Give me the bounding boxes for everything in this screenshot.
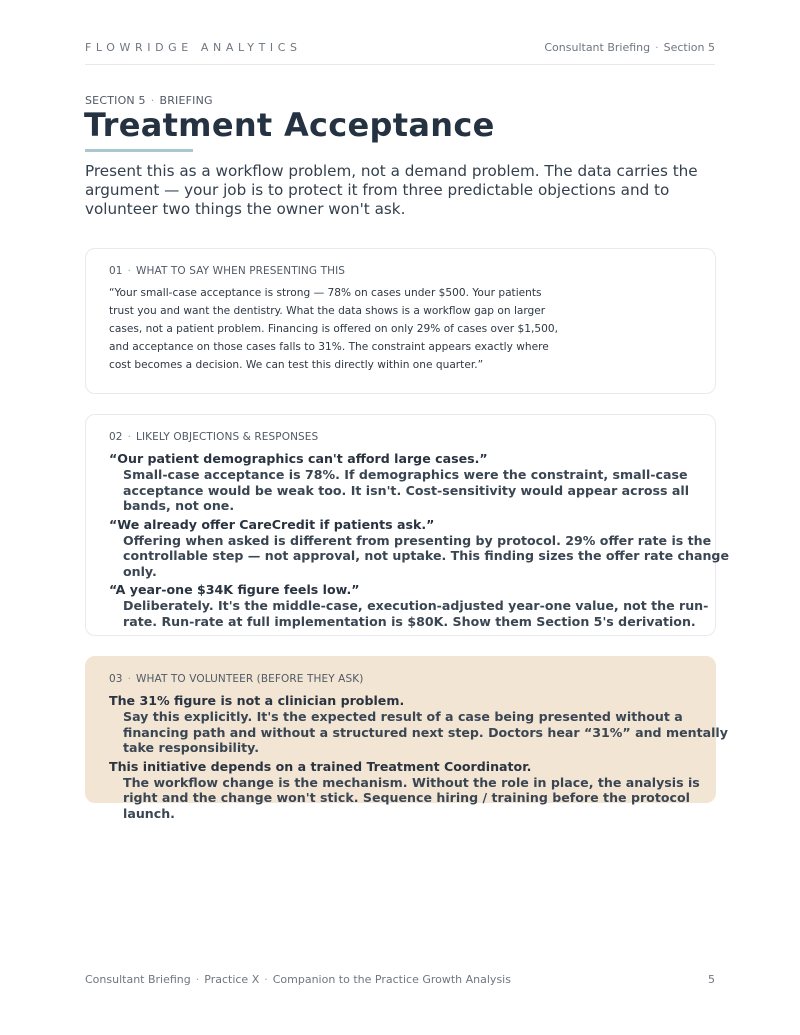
footer-doc-type: Consultant Briefing — [85, 973, 191, 986]
volunteer-card-separator: · — [127, 673, 132, 685]
page-title: Treatment Acceptance — [84, 106, 495, 144]
objections-card-number: 02 — [109, 431, 123, 443]
objection-item — [109, 517, 734, 580]
eyebrow-section: SECTION 5 — [85, 94, 146, 107]
footer-practice: Practice X — [204, 973, 260, 986]
objections-card-title: LIKELY OBJECTIONS & RESPONSES — [136, 431, 319, 443]
header-doc-type: Consultant Briefing — [544, 41, 651, 54]
header-section: Section 5 — [663, 41, 715, 54]
objection-item — [109, 451, 734, 514]
objection-response: Deliberately. It's the middle-case, execution-adjusted year-one value, not the run-rate. Run-rate at full implementation is $80K. Show them Section 5's derivation. — [123, 598, 709, 629]
objection-quote: “A year-one $34K figure feels low.” — [109, 582, 360, 597]
volunteer-item — [109, 759, 734, 822]
objections-card — [85, 414, 729, 636]
presenting-card-label — [109, 265, 345, 277]
volunteer-card-label — [109, 673, 363, 685]
eyebrow-label: BRIEFING — [159, 94, 213, 107]
objection-response: Offering when asked is different from presenting by protocol. 29% offer rate is the controllable step — not approval, not uptake. This finding sizes the offer rate change only. — [123, 532, 729, 579]
header-meta — [544, 41, 715, 54]
volunteer-item — [109, 693, 734, 756]
volunteer-card-title: WHAT TO VOLUNTEER (BEFORE THEY ASK) — [136, 673, 364, 685]
volunteer-point: The 31% figure is not a clinician problem. — [109, 693, 405, 708]
presenting-card-separator: · — [127, 265, 132, 277]
intro-paragraph: Present this as a workflow problem, not a demand problem. The data carries the argument — your job is to protect it from three predictable objections and to volunteer two things the owner won't ask. — [85, 162, 698, 218]
page-number: 5 — [708, 973, 715, 986]
volunteer-point: This initiative depends on a trained Treatment Coordinator. — [109, 758, 532, 774]
volunteer-list — [109, 693, 734, 824]
objection-response: Small-case acceptance is 78%. If demographics were the constraint, small-case acceptance would be weak too. It isn't. Cost-sensitivity would appear across all bands, not one. — [123, 467, 690, 513]
eyebrow-separator: · — [150, 94, 155, 107]
footer-separator: · — [195, 973, 200, 986]
objection-quote: “We already offer CareCredit if patients ask.” — [109, 516, 435, 532]
volunteer-explanation: The workflow change is the mechanism. Without the role in place, the analysis is right and the change won't stick. Sequence hiring / training before the protocol launch. — [123, 774, 700, 821]
footer-meta — [85, 973, 511, 986]
volunteer-card — [85, 656, 728, 821]
title-underline — [85, 149, 193, 152]
presenting-card — [85, 248, 716, 394]
page-header — [85, 41, 715, 65]
objections-card-label — [109, 431, 318, 443]
presenting-card-number: 01 — [109, 265, 123, 277]
objections-card-separator: · — [127, 431, 132, 443]
volunteer-explanation: Say this explicitly. It's the expected result of a case being presented without a financing path and without a structured next step. Doctors hear “31%” and mentally take responsibility. — [123, 709, 728, 755]
volunteer-card-number: 03 — [109, 673, 123, 685]
page-footer — [85, 973, 715, 986]
footer-companion: Companion to the Practice Growth Analysis — [272, 973, 511, 986]
footer-separator: · — [264, 973, 268, 986]
brand-name: FLOWRIDGE ANALYTICS — [85, 41, 302, 54]
header-separator: · — [655, 41, 659, 54]
objection-item — [109, 582, 734, 629]
presenting-script-quote: “Your small-case acceptance is strong — 78% on cases under $500. Your patients trust you and want the dentistry. What the data shows is a workflow gap on larger cases, not a patient problem. Financing is offered on only 29% of cases over $1,500, and acceptance on those cases falls to 31%. The constraint appears exactly where cost becomes a decision. We can test this directly within one quarter.” — [109, 287, 558, 371]
presenting-card-title: WHAT TO SAY WHEN PRESENTING THIS — [136, 265, 346, 277]
objection-quote: “Our patient demographics can't afford large cases.” — [109, 451, 488, 466]
objections-list — [109, 451, 734, 632]
